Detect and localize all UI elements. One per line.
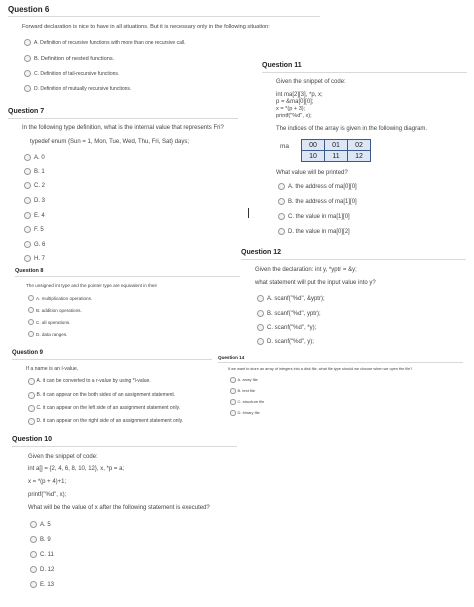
- q7-option-h[interactable]: [24, 255, 45, 262]
- option-label: G. 6: [34, 241, 46, 248]
- q10-line-5: What will be the value of x after the following statement is executed?: [28, 505, 210, 511]
- option-label: B. 1: [34, 168, 45, 175]
- option-label: A. Definition of recursive functions with more than one recursive call.: [34, 39, 186, 46]
- q11-option-b[interactable]: [278, 198, 357, 205]
- radio-icon[interactable]: [28, 307, 34, 313]
- radio-icon[interactable]: [28, 319, 34, 325]
- q12-line-2: what statement will put the input value into y?: [255, 280, 376, 286]
- q11-option-c[interactable]: [278, 213, 350, 220]
- q10-line-2: int a[] = {2, 4, 6, 8, 10, 12}, x, *p = a;: [28, 466, 125, 472]
- q12-option-b[interactable]: [257, 310, 321, 317]
- q10-line-4: printf("%d", x);: [28, 492, 67, 498]
- radio-icon[interactable]: [230, 410, 236, 416]
- q12-option-c[interactable]: [257, 324, 316, 331]
- option-label: D. the value in ma[0][2]: [288, 228, 350, 235]
- option-label: C. structure file: [237, 399, 265, 405]
- q12-option-a[interactable]: [257, 295, 325, 302]
- q11-option-d[interactable]: [278, 228, 350, 235]
- option-label: B. scanf("%d", yptr);: [267, 310, 321, 317]
- option-label: B. text file: [237, 388, 256, 394]
- radio-icon[interactable]: [257, 295, 264, 302]
- radio-icon[interactable]: [24, 70, 31, 77]
- radio-icon[interactable]: [230, 388, 236, 394]
- option-label: A. multiplication operations.: [36, 295, 93, 301]
- q11-line-3: p = &ma[0][0];: [276, 99, 314, 105]
- radio-icon[interactable]: [278, 183, 285, 190]
- radio-icon[interactable]: [28, 378, 35, 385]
- q10-title: Question 10: [12, 436, 53, 443]
- q8-option-d[interactable]: [28, 331, 67, 337]
- q9-option-a[interactable]: [28, 378, 151, 385]
- option-label: D. binary file: [237, 410, 260, 416]
- radio-icon[interactable]: [24, 197, 31, 204]
- q11-array-diagram: [301, 139, 371, 162]
- option-label: D. Definition of mutually recursive functions.: [34, 85, 132, 92]
- q7-code: typedef enum {Sun = 1, Mon, Tue, Wed, Thu, Fri, Sat} days;: [30, 139, 190, 145]
- radio-icon[interactable]: [30, 536, 37, 543]
- option-label: D. it can appear on the right side of an assignment statement only.: [36, 418, 184, 425]
- option-label: C. it can appear on the left side of an assignment statement only.: [36, 405, 181, 412]
- radio-icon[interactable]: [24, 226, 31, 233]
- q12-line-1: Given the declaration: int y, *yptr = &y;: [255, 267, 357, 273]
- q11-option-a[interactable]: [278, 183, 357, 190]
- array-cell: 10: [302, 151, 325, 162]
- q11-line-1: Given the snippet of code:: [276, 79, 346, 85]
- q7-divider: [8, 118, 238, 119]
- q11-title: Question 11: [262, 62, 302, 69]
- q11-question: What value will be printed?: [276, 170, 348, 176]
- q7-option-d[interactable]: [24, 197, 45, 204]
- q8-prompt: The unsigned int type and the pointer type are equivalent in their: [26, 283, 158, 288]
- q9-option-b[interactable]: [28, 392, 175, 399]
- q11-array-label: ma: [280, 143, 290, 150]
- q6-title: Question 6: [8, 5, 50, 14]
- q10-option-e[interactable]: [30, 581, 54, 588]
- q6-option-a[interactable]: [24, 39, 185, 46]
- array-cell: 01: [325, 140, 348, 151]
- radio-icon[interactable]: [230, 377, 236, 383]
- q11-line-5: printf("%d", x);: [276, 113, 312, 119]
- q14-divider: [218, 362, 463, 363]
- option-label: H. 7: [34, 255, 46, 262]
- option-label: D. data ranges.: [36, 331, 68, 337]
- option-label: A. 0: [34, 154, 45, 161]
- q7-title: Question 7: [8, 108, 45, 115]
- radio-icon[interactable]: [24, 255, 31, 262]
- q8-divider: [15, 276, 240, 277]
- q8-option-b[interactable]: [28, 307, 82, 313]
- q14-option-d[interactable]: [230, 410, 260, 416]
- radio-icon[interactable]: [24, 85, 31, 92]
- q8-option-c[interactable]: [28, 319, 70, 325]
- q8-title: Question 8: [15, 268, 44, 274]
- radio-icon[interactable]: [24, 168, 31, 175]
- option-label: A. scanf("%d", &yptr);: [267, 295, 325, 302]
- q12-option-d[interactable]: [257, 338, 314, 345]
- radio-icon[interactable]: [230, 399, 236, 405]
- array-cell: 11: [325, 151, 348, 162]
- q10-option-a[interactable]: [30, 521, 51, 528]
- radio-icon[interactable]: [24, 55, 31, 62]
- option-label: C. 11: [40, 551, 54, 558]
- q10-divider: [12, 446, 237, 447]
- radio-icon[interactable]: [28, 295, 34, 301]
- option-label: B. Definition of nested functions.: [34, 55, 115, 62]
- option-label: D. 12: [40, 566, 55, 573]
- radio-icon[interactable]: [24, 39, 31, 46]
- q9-title: Question 9: [12, 350, 44, 356]
- option-label: B. it can appear on the both sides of an assignment statement.: [36, 392, 176, 399]
- radio-icon[interactable]: [28, 405, 35, 412]
- q11-diagram-caption: The indices of the array is given in the following diagram.: [276, 126, 428, 132]
- q11-line-4: x = *(p + 3);: [276, 106, 306, 112]
- q14-option-b[interactable]: [230, 388, 255, 394]
- radio-icon[interactable]: [28, 418, 35, 425]
- q7-option-c[interactable]: [24, 182, 45, 189]
- option-label: A. array file: [237, 377, 258, 383]
- radio-icon[interactable]: [28, 331, 34, 337]
- text-cursor: [248, 208, 249, 218]
- option-label: C. scanf("%d", *y);: [267, 324, 317, 331]
- q9-option-d[interactable]: [28, 418, 183, 425]
- radio-icon[interactable]: [24, 182, 31, 189]
- radio-icon[interactable]: [30, 521, 37, 528]
- q14-option-a[interactable]: [230, 377, 258, 383]
- radio-icon[interactable]: [30, 566, 37, 573]
- q10-line-1: Given the snippet of code:: [28, 454, 98, 460]
- option-label: B. addition operations.: [36, 307, 82, 313]
- radio-icon[interactable]: [257, 310, 264, 317]
- radio-icon[interactable]: [30, 551, 37, 558]
- option-label: A. it can be converted to a r-value by using *l-value.: [36, 378, 151, 385]
- q6-option-b[interactable]: [24, 55, 114, 62]
- q10-option-b[interactable]: [30, 536, 51, 543]
- q12-divider: [241, 259, 466, 260]
- radio-icon[interactable]: [257, 324, 264, 331]
- radio-icon[interactable]: [24, 212, 31, 219]
- q10-option-c[interactable]: [30, 551, 54, 558]
- q7-option-b[interactable]: [24, 168, 45, 175]
- q6-option-c[interactable]: [24, 70, 119, 77]
- q6-option-d[interactable]: [24, 85, 131, 92]
- option-label: A. 5: [40, 521, 51, 528]
- option-label: B. the address of ma[1][0]: [288, 198, 357, 205]
- radio-icon[interactable]: [278, 228, 285, 235]
- option-label: C. all operations.: [36, 319, 71, 325]
- q7-option-g[interactable]: [24, 241, 45, 248]
- option-label: C. 2: [34, 182, 46, 189]
- radio-icon[interactable]: [278, 198, 285, 205]
- option-label: B. 9: [40, 536, 51, 543]
- option-label: D. 3: [34, 197, 46, 204]
- q8-option-a[interactable]: [28, 295, 92, 301]
- option-label: A. the address of ma[0][0]: [288, 183, 357, 190]
- q14-prompt: If we want to store an array of integers into a disk file, what file type should we choose when we open the file?: [228, 367, 413, 371]
- q9-option-c[interactable]: [28, 405, 180, 412]
- q10-line-3: x = *(p + 4)+1;: [28, 479, 67, 485]
- q11-divider: [262, 72, 467, 73]
- q6-divider: [8, 16, 320, 17]
- radio-icon[interactable]: [257, 338, 264, 345]
- option-label: D. scanf("%d", y);: [267, 338, 314, 345]
- option-label: E. 4: [34, 212, 45, 219]
- array-cell: 12: [348, 151, 371, 162]
- radio-icon[interactable]: [28, 392, 35, 399]
- q7-prompt: In the following type definition, what is the internal value that represents Fri?: [22, 125, 224, 131]
- option-label: C. Definition of tail-recursive functions.: [34, 70, 120, 77]
- q9-prompt: If a name is an l-value,: [26, 366, 79, 372]
- q7-option-e[interactable]: [24, 212, 45, 219]
- q14-option-c[interactable]: [230, 399, 264, 405]
- array-cell: 02: [348, 140, 371, 151]
- option-label: E. 13: [40, 581, 55, 588]
- option-label: F. 5: [34, 226, 44, 233]
- q12-title: Question 12: [241, 249, 282, 256]
- q14-title: Question 14: [218, 355, 245, 360]
- q10-option-d[interactable]: [30, 566, 54, 573]
- radio-icon[interactable]: [24, 241, 31, 248]
- q7-option-a[interactable]: [24, 154, 45, 161]
- option-label: C. the value in ma[1][0]: [288, 213, 350, 220]
- q11-line-2: int ma[2][3], *p, x;: [276, 92, 323, 98]
- q6-prompt: Forward declaration is nice to have in all situations. But it is necessary only in the following situation:: [22, 24, 270, 30]
- q9-divider: [12, 359, 212, 360]
- radio-icon[interactable]: [30, 581, 37, 588]
- q7-option-f[interactable]: [24, 226, 44, 233]
- array-cell: 00: [302, 140, 325, 151]
- radio-icon[interactable]: [278, 213, 285, 220]
- radio-icon[interactable]: [24, 154, 31, 161]
